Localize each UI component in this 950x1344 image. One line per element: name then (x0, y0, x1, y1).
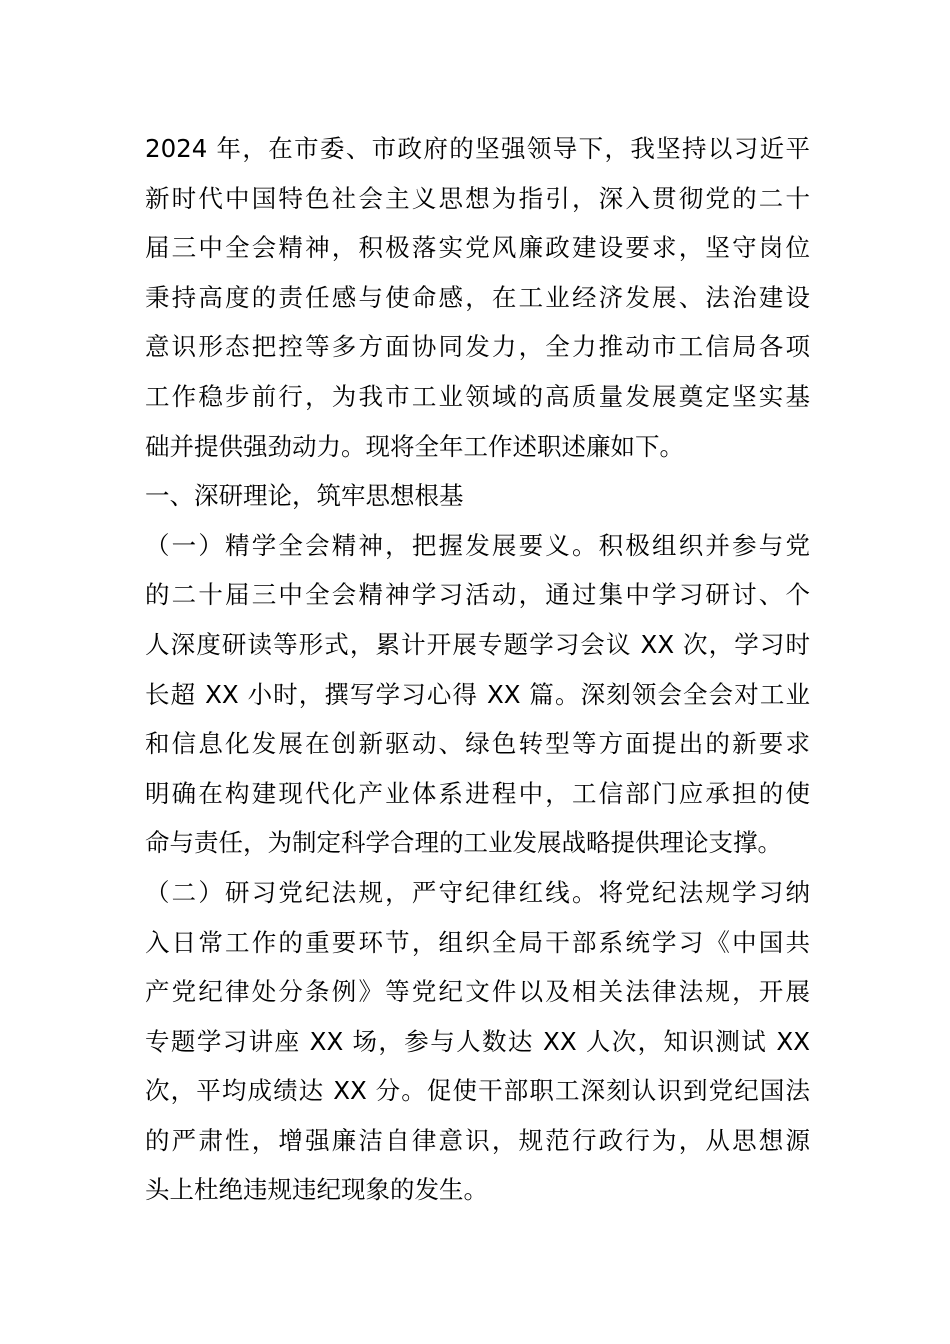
paragraph-line: （二）研习党纪法规，严守纪律红线。将党纪法规学习纳 (145, 877, 810, 907)
document-body (145, 124, 810, 1215)
item-1-paragraph (145, 521, 810, 868)
paragraph-line: （一）精学全会精神，把握发展要义。积极组织并参与党 (145, 530, 810, 560)
paragraph-line: 明确在构建现代化产业体系进程中，工信部门应承担的使 (145, 778, 810, 808)
paragraph-line: 产党纪律处分条例》等党纪文件以及相关法律法规，开展 (145, 977, 810, 1007)
item-2-paragraph (145, 868, 810, 1215)
paragraph-line: 头上杜绝违规违纪现象的发生。 (145, 1175, 488, 1205)
paragraph-line: 秉持高度的责任感与使命感，在工业经济发展、法治建设 (145, 282, 810, 312)
paragraph-line: 的严肃性，增强廉洁自律意识，规范行政行为，从思想源 (145, 1125, 810, 1155)
paragraph-line: 2024 年，在市委、市政府的坚强领导下，我坚持以习近平 (145, 134, 810, 163)
paragraph-line: 新时代中国特色社会主义思想为指引，深入贯彻党的二十 (145, 183, 810, 213)
paragraph-line: 意识形态把控等多方面协同发力，全力推动市工信局各项 (145, 332, 810, 362)
paragraph-line: 届三中全会精神，积极落实党风廉政建设要求，坚守岗位 (145, 233, 810, 263)
paragraph-line: 长超 XX 小时，撰写学习心得 XX 篇。深刻领会全会对工业 (145, 679, 810, 709)
paragraph-line: 工作稳步前行，为我市工业领域的高质量发展奠定坚实基 (145, 381, 810, 411)
paragraph-line: 专题学习讲座 XX 场，参与人数达 XX 人次，知识测试 XX (145, 1026, 810, 1056)
paragraph-line: 础并提供强劲动力。现将全年工作述职述廉如下。 (145, 431, 684, 461)
paragraph-line: 和信息化发展在创新驱动、绿色转型等方面提出的新要求 (145, 729, 810, 759)
section-heading: 一、深研理论，筑牢思想根基 (145, 481, 464, 511)
paragraph-line: 次，平均成绩达 XX 分。促使干部职工深刻认识到党纪国法 (145, 1076, 810, 1106)
paragraph-line: 命与责任，为制定科学合理的工业发展战略提供理论支撑。 (145, 828, 782, 858)
paragraph-line: 人深度研读等形式，累计开展专题学习会议 XX 次，学习时 (145, 629, 810, 659)
intro-paragraph (145, 124, 810, 471)
paragraph-line: 入日常工作的重要环节，组织全局干部系统学习《中国共 (145, 927, 810, 957)
paragraph-line: 的二十届三中全会精神学习活动，通过集中学习研讨、个 (145, 580, 810, 610)
